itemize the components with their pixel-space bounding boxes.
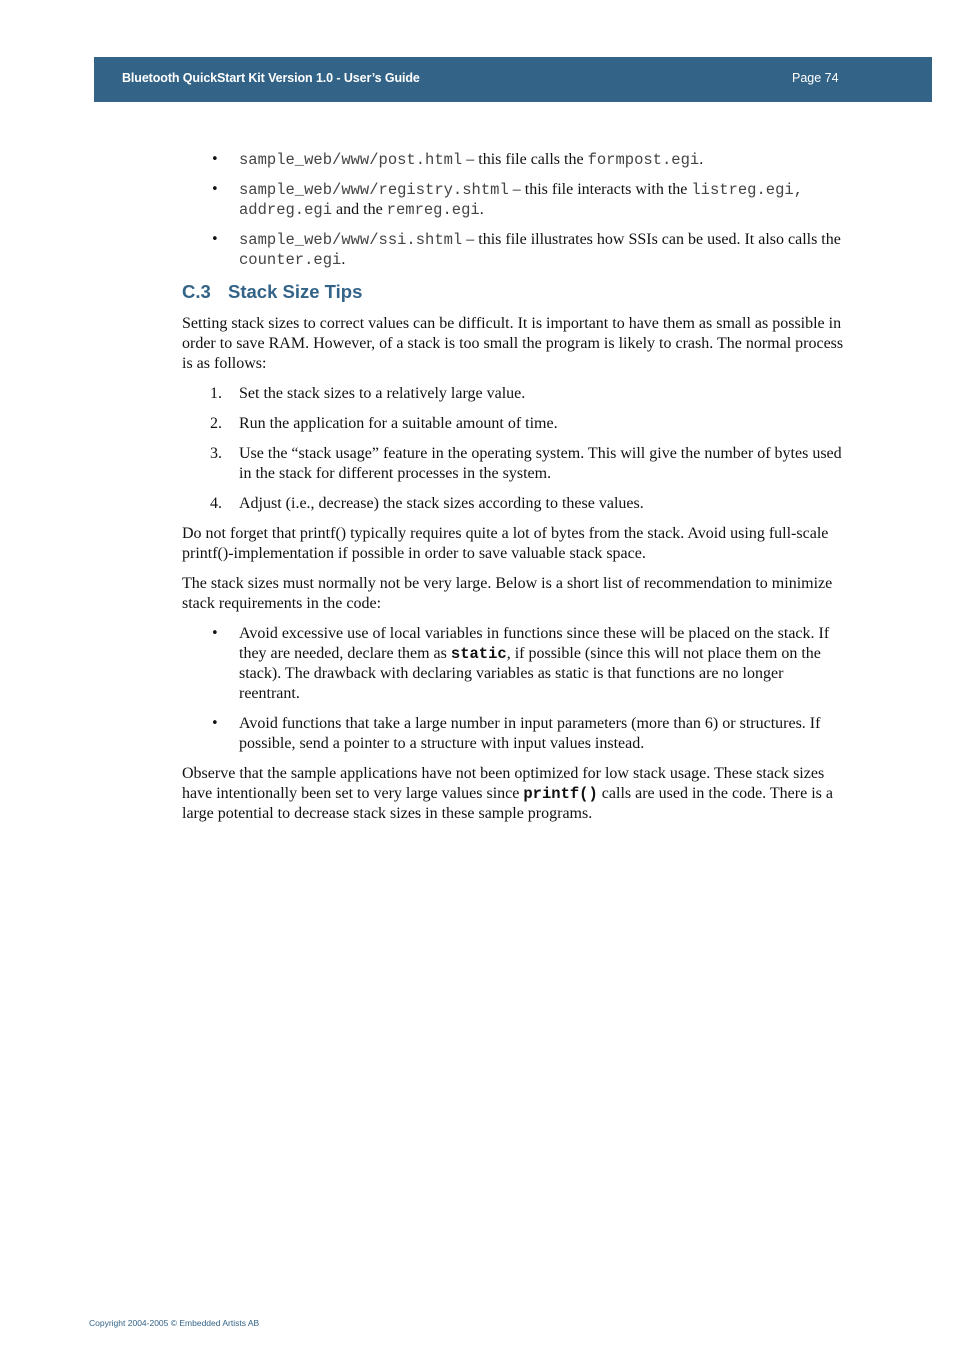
step-number: 2. <box>210 415 222 432</box>
bullet-icon: • <box>211 152 219 167</box>
file-path: sample_web/www/post.html <box>239 151 463 169</box>
paragraph-text: calls are used in the code. There is a large potential to decrease stack sizes in these sample programs. <box>182 785 833 822</box>
recommendation-list <box>182 624 844 754</box>
section-number: C.3 <box>182 281 211 302</box>
code-keyword: printf() <box>523 785 598 803</box>
page-content <box>182 150 844 834</box>
page-header <box>94 57 932 102</box>
list-item <box>182 624 844 704</box>
copyright-footer: Copyright 2004-2005 © Embedded Artists AB <box>89 1318 260 1328</box>
list-item <box>182 414 844 434</box>
item-text: – this file calls the <box>462 151 588 168</box>
item-text: . <box>341 251 346 268</box>
item-text: and the <box>332 201 387 218</box>
list-item <box>182 384 844 404</box>
section-heading <box>182 280 844 304</box>
item-text: Avoid excessive use of local variables in functions since these will be placed on the stack. If they are needed, declare them as <box>239 625 830 662</box>
section-title: Stack Size Tips <box>228 281 363 302</box>
file-list <box>182 150 844 270</box>
step-text: Use the “stack usage” feature in the operating system. This will give the number of bytes used in the stack for different processes in the system. <box>239 445 842 482</box>
step-text: Adjust (i.e., decrease) the stack sizes according to these values. <box>239 495 644 512</box>
item-text: – this file interacts with the <box>508 181 692 198</box>
step-text: Set the stack sizes to a relatively large value. <box>239 385 526 402</box>
list-item <box>182 150 844 170</box>
file-name: counter.egi <box>239 251 342 269</box>
steps-list <box>182 384 844 514</box>
list-item <box>182 444 844 484</box>
page-number: Page 74 <box>792 71 839 85</box>
step-number: 1. <box>210 385 222 402</box>
step-text: Run the application for a suitable amount of time. <box>239 415 558 432</box>
file-name: formpost.egi <box>587 151 700 169</box>
paragraph: Setting stack sizes to correct values can be difficult. It is important to have them as small as possible in order to save RAM. However, of a stack is too small the program is likely to crash. The normal process is as follows: <box>182 315 844 372</box>
paragraph-text: Observe that the sample applications have not been optimized for low stack usage. These stack sizes have intentionally been set to very large values since <box>182 765 825 802</box>
list-item <box>182 714 844 754</box>
file-path: sample_web/www/registry.shtml <box>239 181 509 199</box>
document-title: Bluetooth QuickStart Kit Version 1.0 - User’s Guide <box>122 71 420 85</box>
bullet-icon: • <box>211 626 219 641</box>
bullet-icon: • <box>211 232 219 247</box>
bullet-icon: • <box>211 716 219 731</box>
file-path: sample_web/www/ssi.shtml <box>239 231 463 249</box>
step-number: 4. <box>210 495 222 512</box>
item-text: . <box>699 151 704 168</box>
paragraph <box>182 764 844 824</box>
bullet-icon: • <box>211 182 219 197</box>
item-text: . <box>479 201 484 218</box>
paragraph: The stack sizes must normally not be very large. Below is a short list of recommendation to minimize stack requirements in the code: <box>182 575 833 612</box>
list-item <box>182 180 844 220</box>
list-item <box>182 230 844 270</box>
item-text: Avoid functions that take a large number in input parameters (more than 6) or structures. If possible, send a pointer to a structure with input values instead. <box>239 715 821 752</box>
code-keyword: static <box>450 645 507 663</box>
list-item <box>182 494 844 514</box>
paragraph: Do not forget that printf() typically requires quite a lot of bytes from the stack. Avoid using full-scale printf()-implementation if possible in order to save valuable stack space. <box>182 525 829 562</box>
file-name: listreg.egi, addreg.egi <box>239 181 803 219</box>
item-text: , if possible (since this will not place them on the stack). The drawback with declaring variables as static is that functions are no longer reentrant. <box>239 645 821 702</box>
file-name: remreg.egi <box>386 201 480 219</box>
step-number: 3. <box>210 445 222 462</box>
item-text: – this file illustrates how SSIs can be used. It also calls the <box>462 231 841 248</box>
